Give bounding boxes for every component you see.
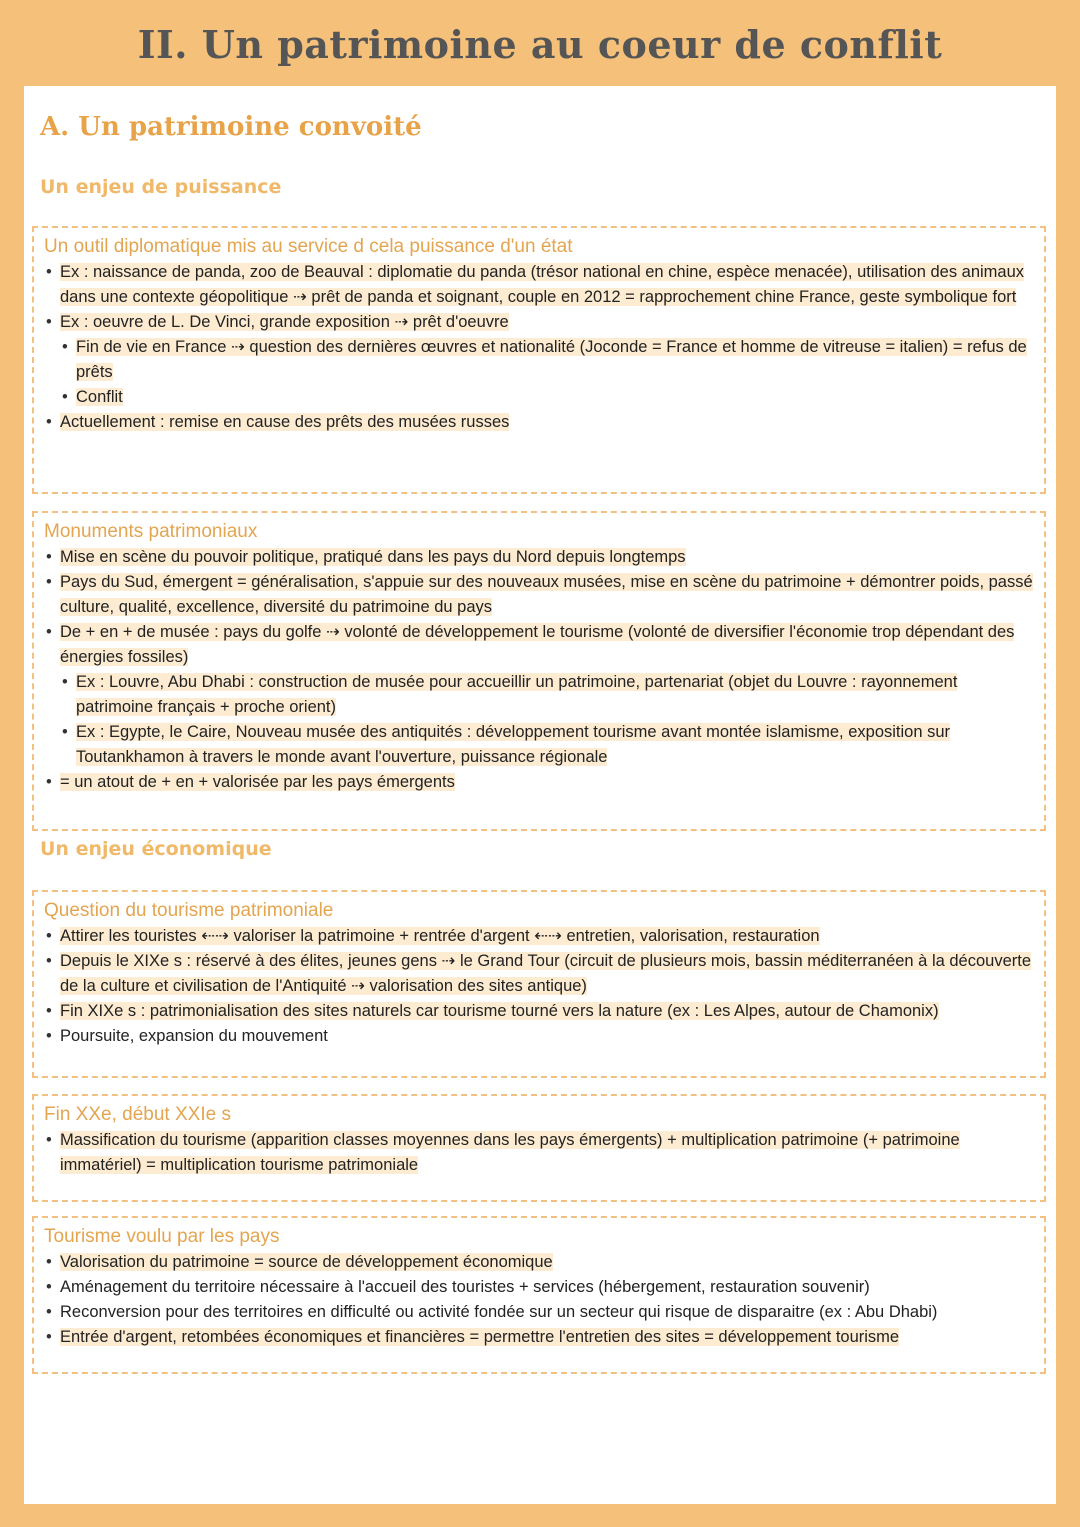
list-item: • Valorisation du patrimoine = source de développement économique <box>60 1250 1034 1275</box>
bullet-list <box>44 924 1034 1049</box>
bullet-list <box>44 545 1034 795</box>
box-tourisme-patrimonial <box>32 890 1046 1078</box>
list-item: • = un atout de + en + valorisée par les pays émergents <box>60 770 1034 795</box>
notes-sheet <box>24 86 1056 1504</box>
box-monuments-patrimoniaux <box>32 511 1046 831</box>
list-item: • Reconversion pour des territoires en difficulté ou activité fondée sur un secteur qui risque de disparaitre (ex : Abu Dhabi) <box>60 1300 1034 1325</box>
box-title: Monuments patrimoniaux <box>44 521 258 542</box>
box-fin-xxe <box>32 1094 1046 1202</box>
list-item: • Ex : Louvre, Abu Dhabi : construction de musée pour accueillir un patrimoine, partenariat (objet du Louvre : rayonnement patrimoine français + proche orient) <box>76 670 1034 720</box>
list-item: • Entrée d'argent, retombées économiques et financières = permettre l'entretien des sites = développement tourisme <box>60 1325 1034 1350</box>
list-item: • Ex : Egypte, le Caire, Nouveau musée des antiquités : développement tourisme avant montée islamisme, exposition sur Toutankhamon à travers le monde avant l'ouverture, puissance régionale <box>76 720 1034 770</box>
list-item: • Ex : oeuvre de L. De Vinci, grande exposition ⇢ prêt d'oeuvre • Fin de vie en France ⇢ question des dernières œuvres et nationalité (Joconde = France et homme de vitreuse = italien) = refus de prêts • Conflit <box>60 310 1034 410</box>
list-item: • Fin XIXe s : patrimonialisation des sites naturels car tourisme tourné vers la nature (ex : Les Alpes, autour de Chamonix) <box>60 999 1034 1024</box>
sub-bullet-list <box>60 670 1034 770</box>
box-title: Question du tourisme patrimoniale <box>44 900 334 921</box>
subheading-puissance: Un enjeu de puissance <box>40 176 282 198</box>
bullet-list <box>44 1250 1034 1350</box>
list-item: • Mise en scène du pouvoir politique, pratiqué dans les pays du Nord depuis longtemps <box>60 545 1034 570</box>
box-title: Un outil diplomatique mis au service d cela puissance d'un état <box>44 236 573 257</box>
sub-bullet-list <box>60 335 1034 410</box>
list-item: • Depuis le XIXe s : réservé à des élites, jeunes gens ⇢ le Grand Tour (circuit de plusieurs mois, bassin méditerranéen à la découverte de la culture et civilisation de l'Antiquité ⇢ valorisation des sites antique) <box>60 949 1034 999</box>
subheading-economique: Un enjeu économique <box>40 838 272 860</box>
list-item: • Actuellement : remise en cause des prêts des musées russes <box>60 410 1034 435</box>
box-title: Tourisme voulu par les pays <box>44 1226 280 1247</box>
list-item: • Ex : naissance de panda, zoo de Beauval : diplomatie du panda (trésor national en chine, espèce menacée), utilisation des animaux dans une contexte géopolitique ⇢ prêt de panda et soignant, couple en 2012 = rapprochement chine France, geste symbolique fort <box>60 260 1034 310</box>
list-item: • Aménagement du territoire nécessaire à l'accueil des touristes + services (hébergement, restauration souvenir) <box>60 1275 1034 1300</box>
list-item: • Attirer les touristes ⇠⇢ valoriser la patrimoine + rentrée d'argent ⇠⇢ entretien, valorisation, restauration <box>60 924 1034 949</box>
section-heading-a: A. Un patrimoine convoité <box>40 112 422 142</box>
list-item: • De + en + de musée : pays du golfe ⇢ volonté de développement le tourisme (volonté de diversifier l'économie trop dépendant des énergies fossiles) • Ex : Louvre, Abu Dhabi : construction de musée pour accueillir un patrimoine, partenariat (objet du Louvre : rayonnement patrimoine français + proche orient) • Ex : Egypte, le Caire, Nouveau musée des antiquités : développement tourisme avant montée islamisme, exposition sur Toutankhamon à travers le monde avant l'ouverture, puissance régionale <box>60 620 1034 770</box>
box-title: Fin XXe, début XXIe s <box>44 1104 231 1125</box>
bullet-list <box>44 1128 1034 1178</box>
list-item: • Massification du tourisme (apparition classes moyennes dans les pays émergents) + multiplication patrimoine (+ patrimoine immatériel) = multiplication tourisme patrimoniale <box>60 1128 1034 1178</box>
list-item: • Fin de vie en France ⇢ question des dernières œuvres et nationalité (Joconde = France et homme de vitreuse = italien) = refus de prêts <box>76 335 1034 385</box>
page-title: II. Un patrimoine au coeur de conflit <box>137 22 943 67</box>
list-item: • Poursuite, expansion du mouvement <box>60 1024 1034 1049</box>
bullet-list <box>44 260 1034 435</box>
box-outil-diplomatique <box>32 226 1046 494</box>
box-tourisme-voulu <box>32 1216 1046 1374</box>
list-item: • Pays du Sud, émergent = généralisation, s'appuie sur des nouveaux musées, mise en scène du patrimoine + démontrer poids, passé culture, qualité, excellence, diversité du patrimoine du pays <box>60 570 1034 620</box>
list-item: • Conflit <box>76 385 1034 410</box>
